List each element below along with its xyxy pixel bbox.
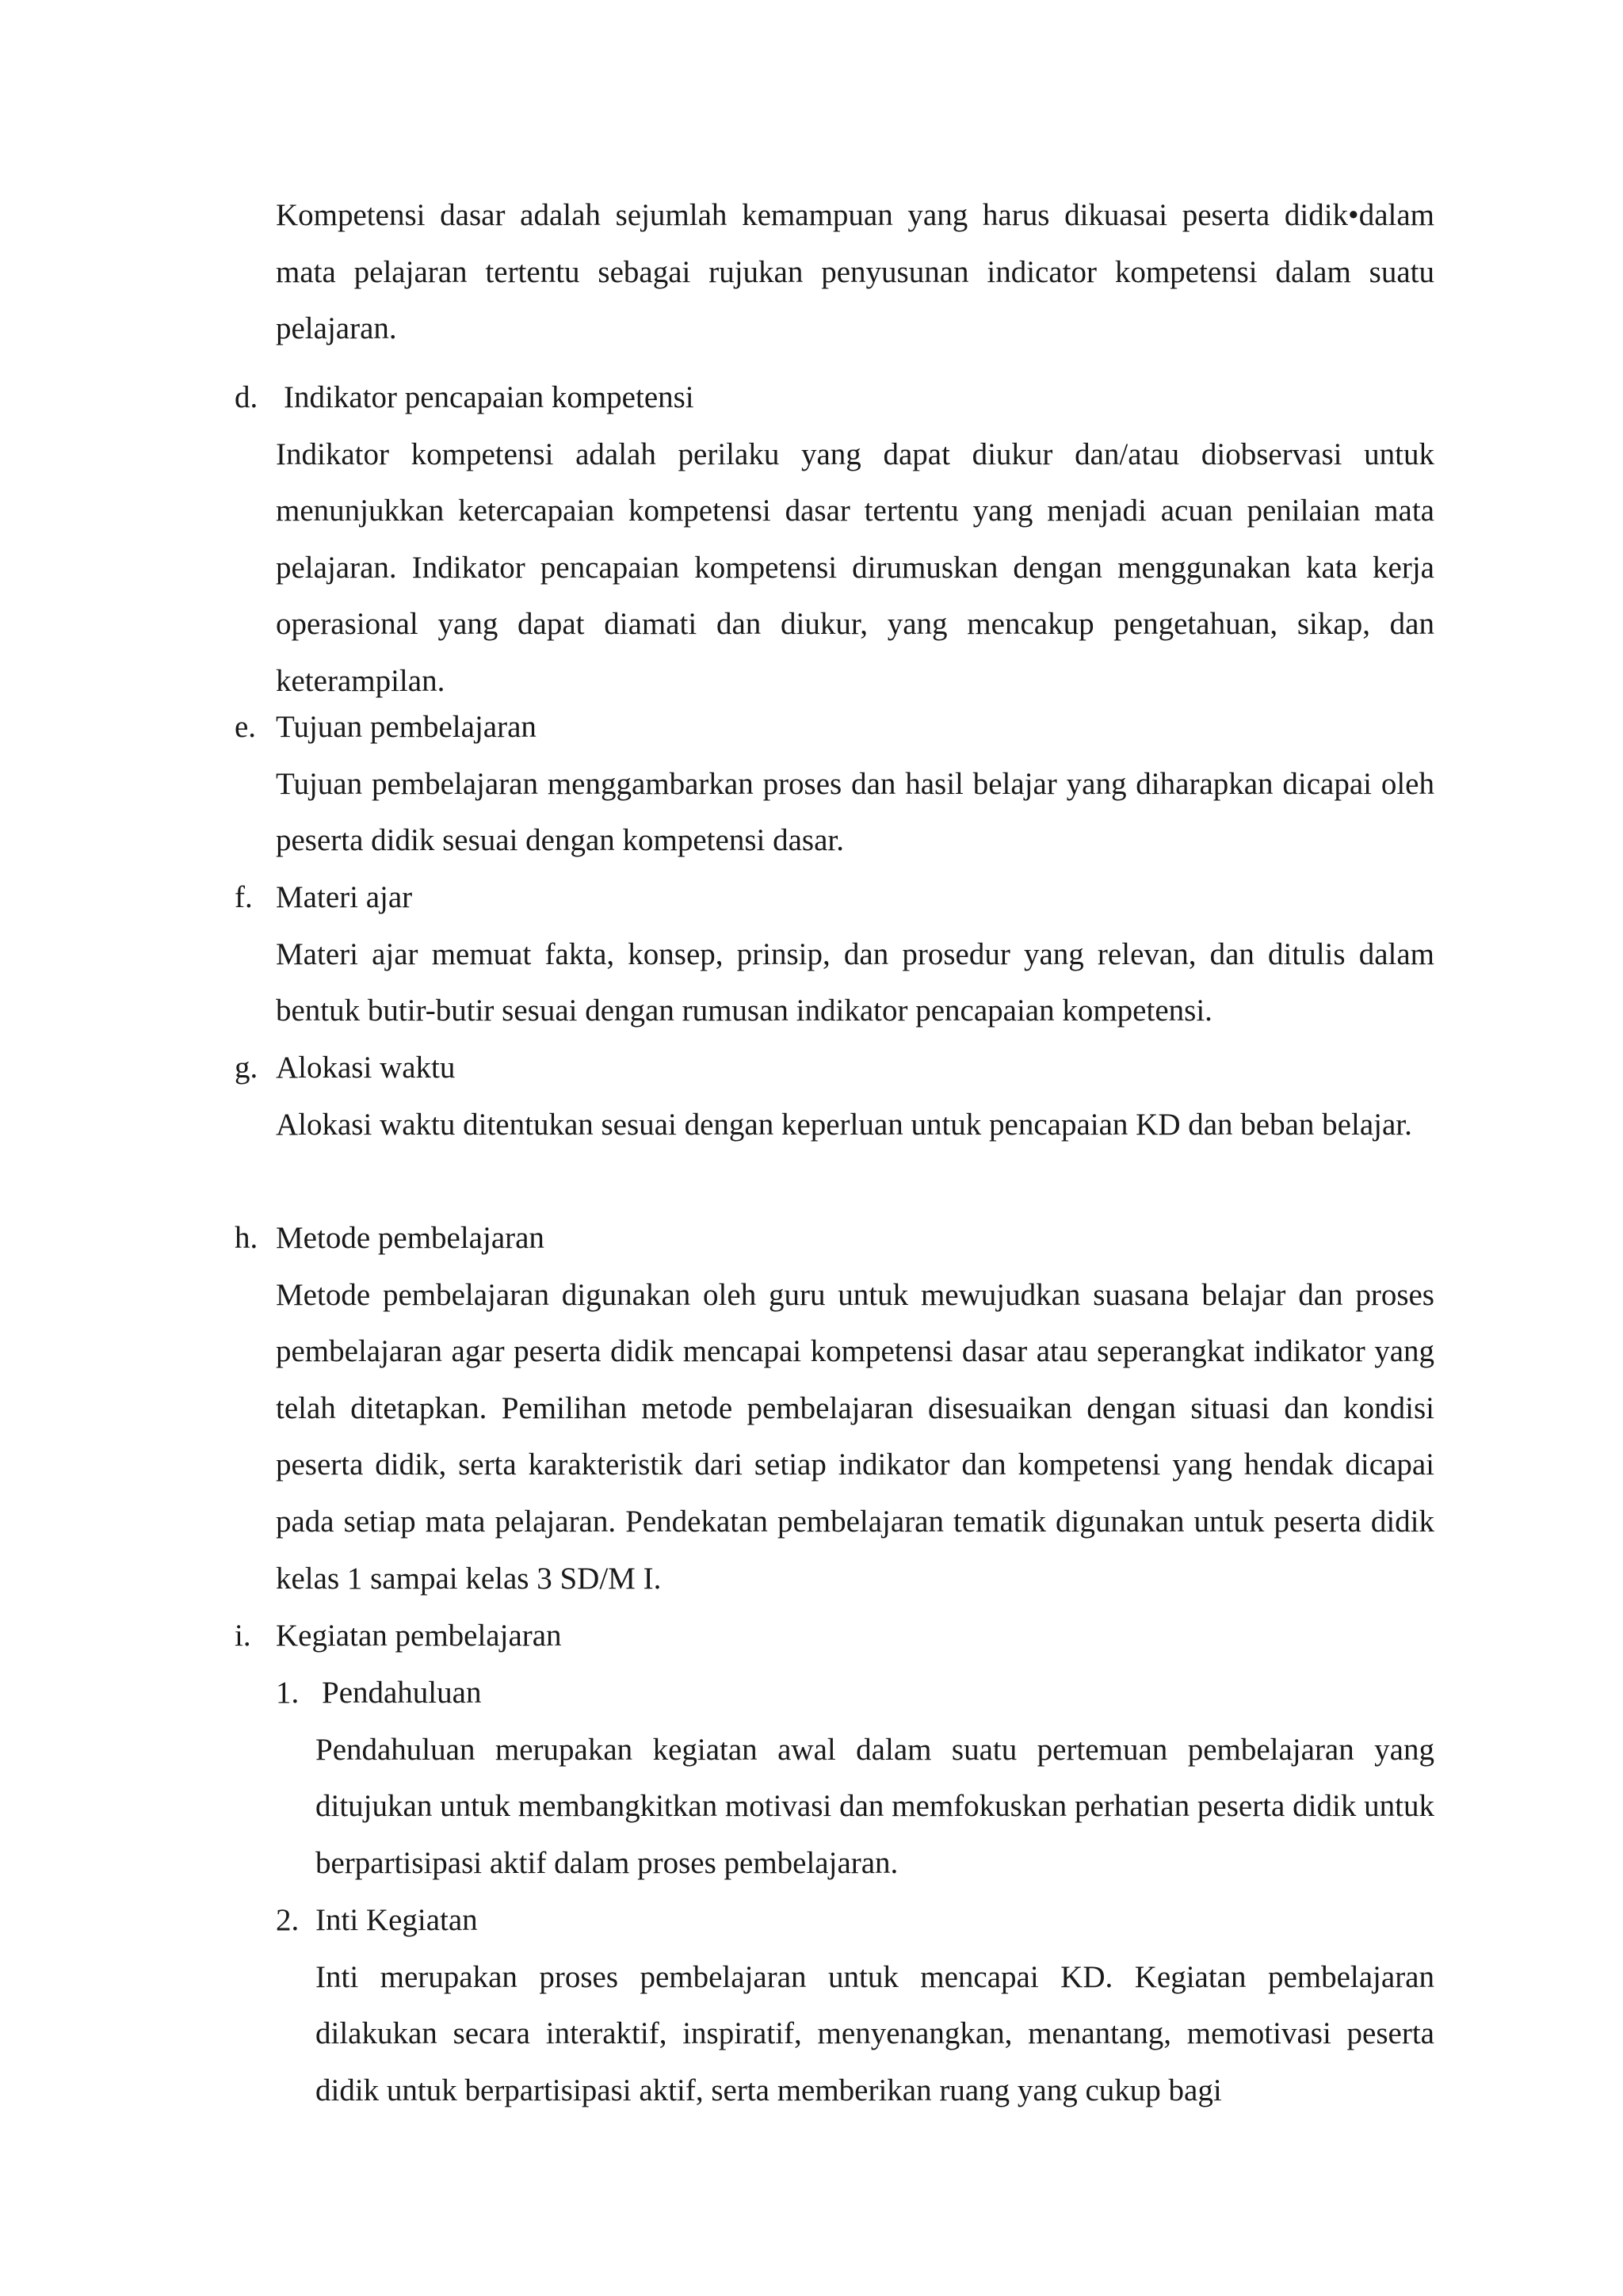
subsection-1 [276, 1665, 1434, 1891]
section-letter: h. [235, 1221, 258, 1255]
section-heading [235, 1210, 1434, 1267]
section-body [276, 756, 1434, 869]
section-i [235, 1608, 1434, 1665]
section-title: Kegiatan pembelajaran [276, 1619, 562, 1653]
section-body [276, 1097, 1434, 1154]
section-title: Materi ajar [276, 880, 413, 914]
section-heading [235, 869, 1434, 926]
subsection-title: Pendahuluan [322, 1676, 482, 1710]
subsection-paragraph: Pendahuluan merupakan kegiatan awal dalam suatu pertemuan pembelajaran yang ditujukan untuk membangkitkan motivasi dan memfokuskan perhatian peserta didik untuk berpartisipasi aktif dalam proses pembelajaran. [315, 1732, 1434, 1880]
section-title: Alokasi waktu [276, 1051, 456, 1085]
section-paragraph: Materi ajar memuat fakta, konsep, prinsip, dan prosedur yang relevan, dan ditulis dalam bentuk butir-butir sesuai dengan rumusan indikator pencapaian kompetensi. [276, 936, 1434, 1028]
subsection-2 [276, 1892, 1434, 2119]
section-heading [235, 699, 1434, 756]
section-letter: i. [235, 1619, 251, 1653]
section-d [235, 369, 1434, 710]
section-paragraph: Indikator kompetensi adalah perilaku yang dapat diukur dan/atau diobservasi untuk menunjukkan ketercapaian kompetensi dasar tertentu yang menjadi acuan penilaian mata pelajaran. Indikator pencapaian kompetensi dirumuskan dengan menggunakan kata kerja operasional yang dapat diamati dan diukur, yang mencakup pengetahuan, sikap, dan keterampilan. [276, 437, 1434, 698]
subsection-heading [276, 1892, 1434, 1949]
intro-block [276, 187, 1434, 357]
intro-paragraph: Kompetensi dasar adalah sejumlah kemampuan yang harus dikuasai peserta didik•dalam mata pelajaran tertentu sebagai rujukan penyusunan indicator kompetensi dalam suatu pelajaran. [276, 198, 1434, 346]
section-f [235, 869, 1434, 1039]
section-title: Metode pembelajaran [276, 1221, 544, 1255]
subsection-number: 2. [276, 1903, 300, 1937]
section-title: Tujuan pembelajaran [276, 710, 537, 744]
section-letter: d. [235, 380, 258, 414]
section-body [276, 1267, 1434, 1608]
section-paragraph: Metode pembelajaran digunakan oleh guru untuk mewujudkan suasana belajar dan proses pembelajaran agar peserta didik mencapai kompetensi dasar atau seperangkat indikator yang telah ditetapkan. Pemilihan metode pembelajaran disesuaikan dengan situasi dan kondisi peserta didik, serta karakteristik dari setiap indikator dan kompetensi yang hendak dicapai pada setiap mata pelajaran. Pendekatan pembelajaran tematik digunakan untuk peserta didik kelas 1 sampai kelas 3 SD/M I. [276, 1277, 1434, 1596]
section-g [235, 1039, 1434, 1153]
subsection-paragraph: Inti merupakan proses pembelajaran untuk mencapai KD. Kegiatan pembelajaran dilakukan secara interaktif, inspiratif, menyenangkan, menantang, memotivasi peserta didik untuk berpartisipasi aktif, serta memberikan ruang yang cukup bagi [315, 1959, 1434, 2107]
section-heading [235, 1039, 1434, 1097]
section-letter: f. [235, 880, 253, 914]
subsection-number: 1. [276, 1676, 300, 1710]
section-heading [235, 1608, 1434, 1665]
subsection-body [315, 1722, 1434, 1892]
section-paragraph: Alokasi waktu ditentukan sesuai dengan keperluan untuk pencapaian KD dan beban belajar. [276, 1107, 1412, 1142]
subsection-body [315, 1949, 1434, 2119]
section-letter: g. [235, 1051, 258, 1085]
section-paragraph: Tujuan pembelajaran menggambarkan proses dan hasil belajar yang diharapkan dicapai oleh peserta didik sesuai dengan kompetensi dasar. [276, 766, 1434, 858]
section-body [276, 426, 1434, 710]
section-body [276, 926, 1434, 1039]
subsection-heading [276, 1665, 1434, 1722]
section-h [235, 1210, 1434, 1607]
section-e [235, 699, 1434, 869]
subsection-title: Inti Kegiatan [315, 1903, 478, 1937]
section-letter: e. [235, 710, 257, 744]
section-title: Indikator pencapaian kompetensi [284, 380, 694, 414]
section-heading [235, 369, 1434, 426]
